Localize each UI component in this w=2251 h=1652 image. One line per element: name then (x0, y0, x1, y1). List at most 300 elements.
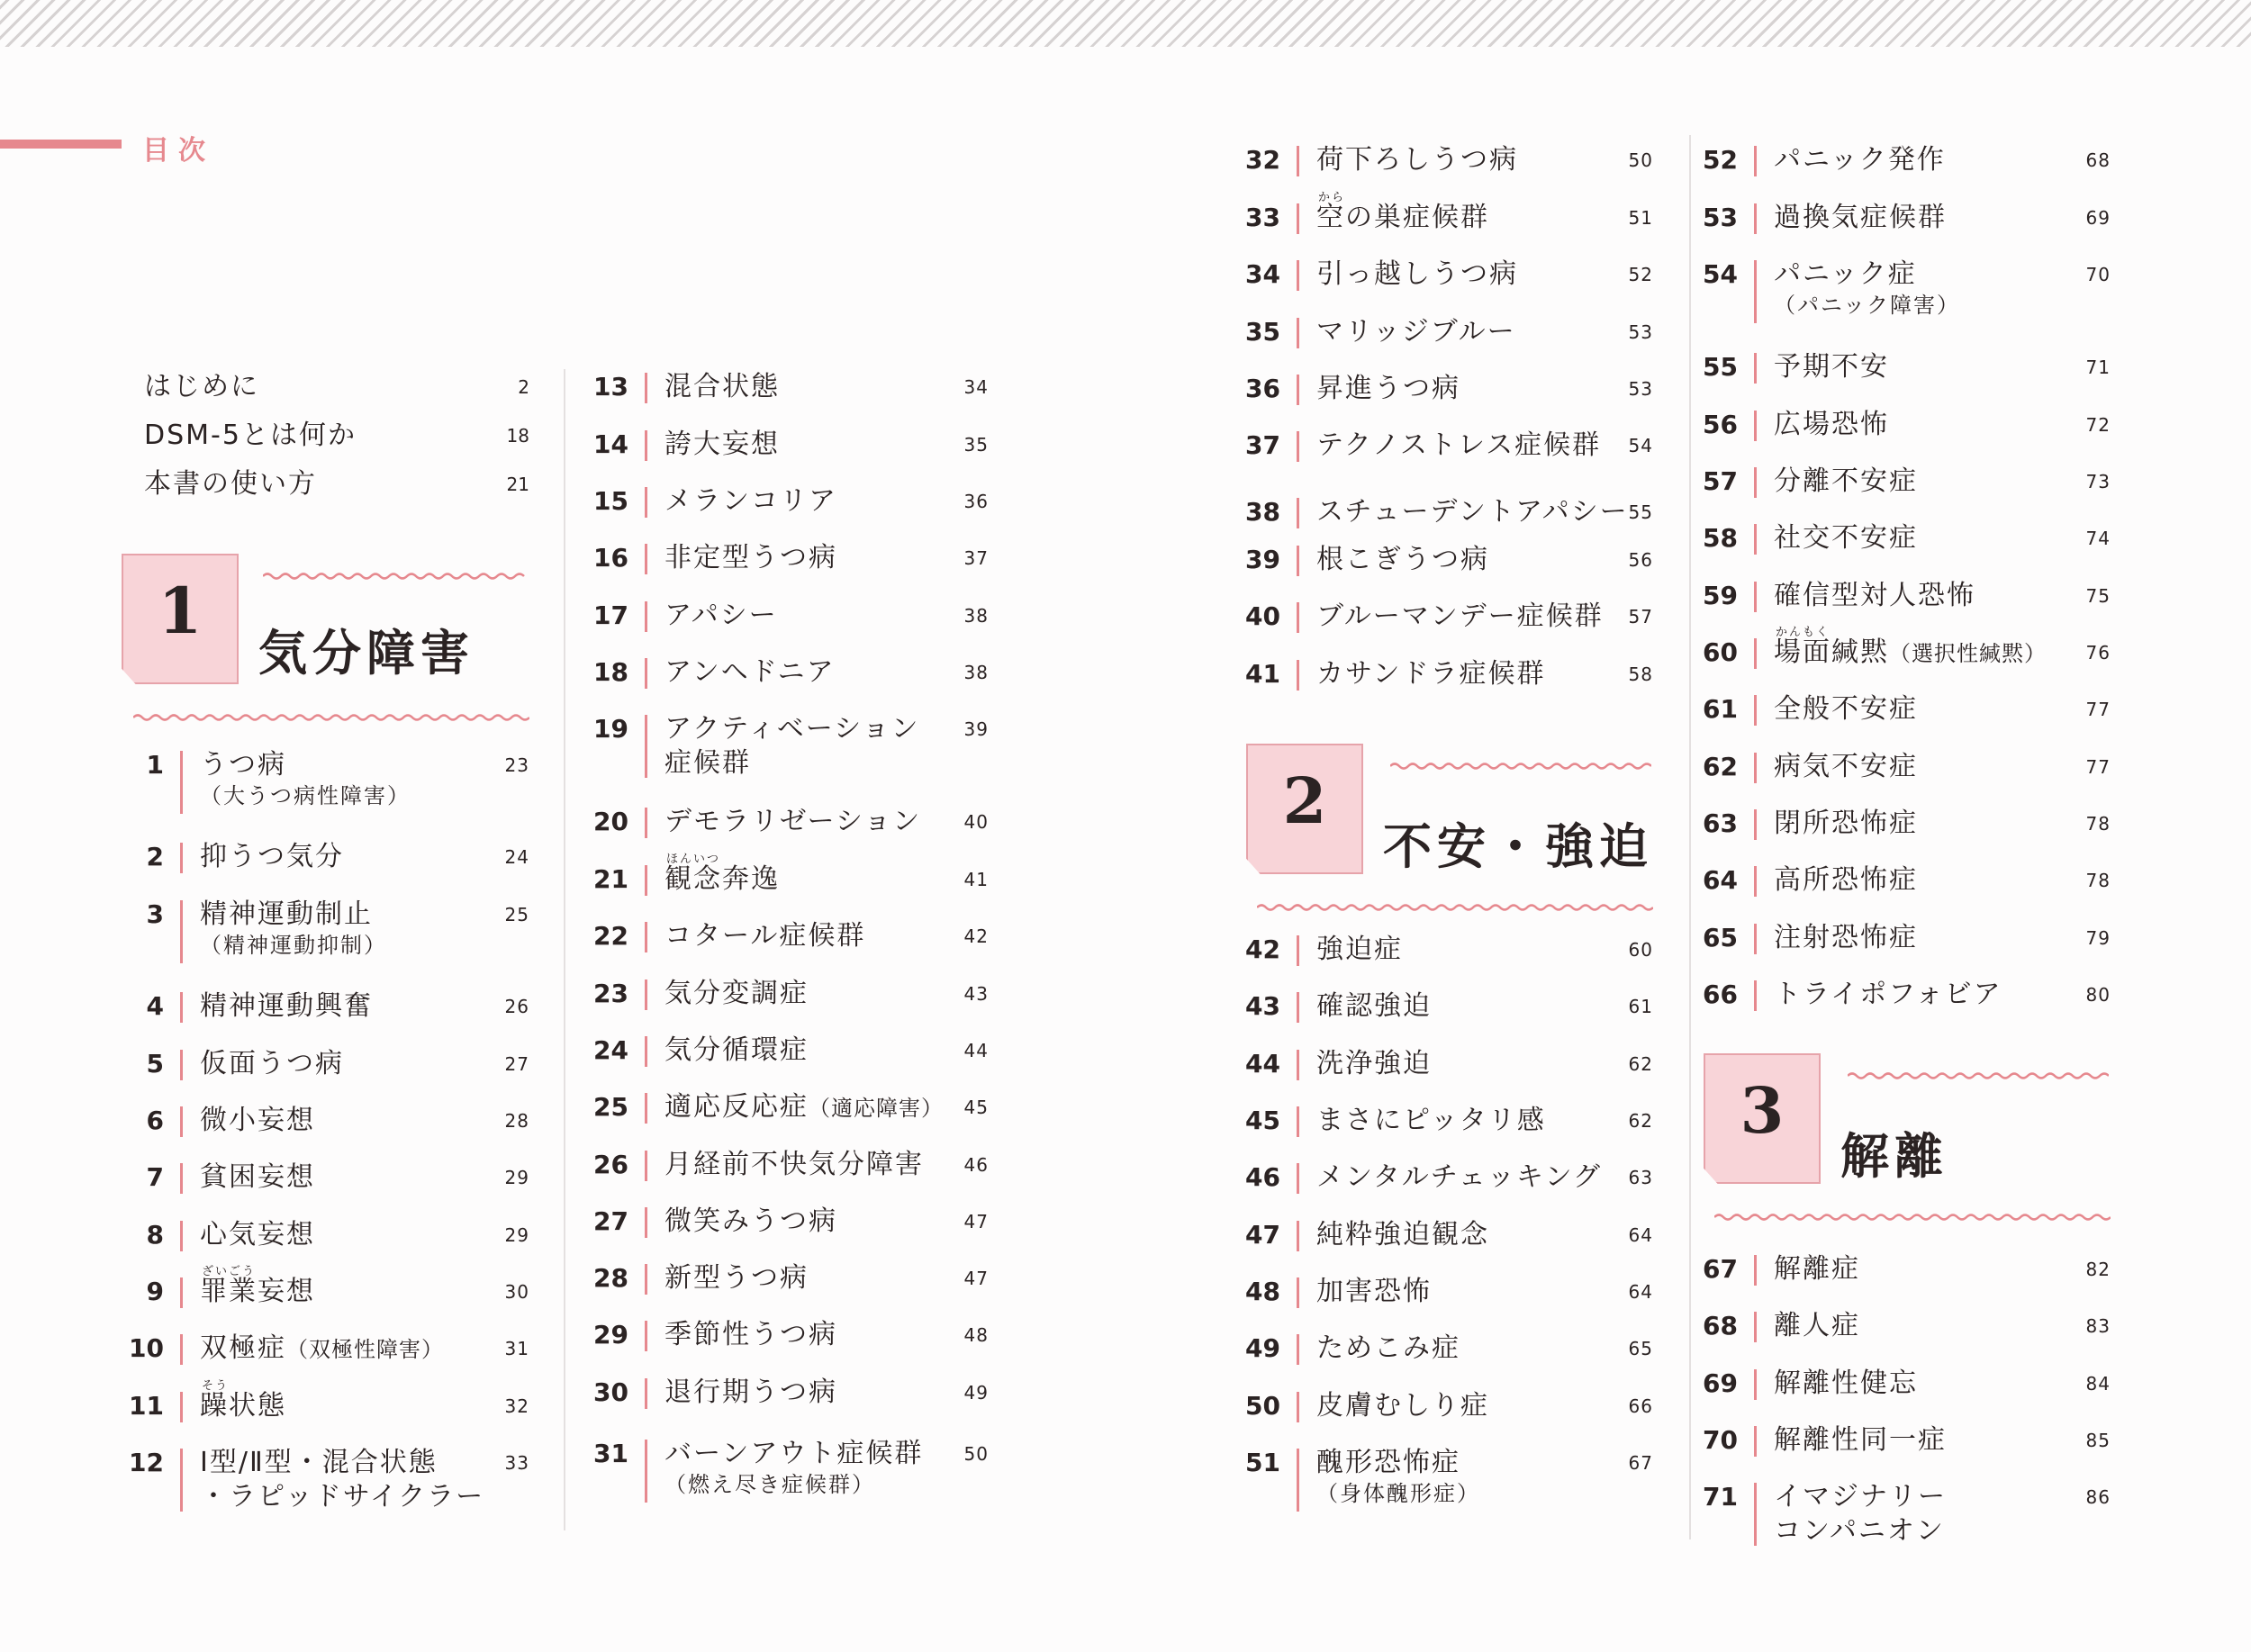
toc-entry[interactable] (110, 747, 529, 808)
toc-entry[interactable] (1684, 407, 2111, 443)
toc-entry-bar (1297, 1449, 1299, 1512)
toc-entry-title (200, 1046, 344, 1082)
toc-entry-bar (645, 922, 647, 952)
toc-intro-item[interactable] (144, 418, 529, 454)
toc-page-number: 53 (1628, 378, 1653, 400)
toc-entry-title-text: 精神運動制止 (200, 898, 373, 930)
toc-entry[interactable] (1684, 464, 2111, 500)
toc-entry[interactable] (1684, 1479, 2111, 1547)
toc-entry[interactable] (574, 1260, 989, 1296)
toc-entry-title (664, 1436, 923, 1472)
toc-entry[interactable] (574, 918, 989, 954)
toc-entry-bar (645, 1093, 647, 1124)
chapter-name: 不安・強迫 (1383, 818, 1653, 875)
toc-entry-title (1774, 920, 1918, 956)
toc-entry[interactable] (1684, 749, 2111, 785)
toc-entry-title (664, 483, 837, 519)
toc-entry-number: 14 (593, 429, 628, 459)
toc-entry-bar (1297, 1050, 1299, 1080)
toc-entry[interactable] (1684, 1366, 2111, 1402)
toc-entry-title-text: 全般不安症 (1774, 693, 1918, 725)
toc-entry-title (664, 427, 780, 463)
toc-entry[interactable] (110, 1265, 529, 1310)
toc-page-number: 61 (1628, 996, 1653, 1017)
toc-page-number: 70 (2085, 264, 2111, 285)
toc-entry[interactable] (1684, 691, 2111, 727)
toc-entry[interactable] (574, 540, 989, 576)
toc-entry-number: 22 (593, 921, 628, 951)
toc-page-number: 27 (504, 1053, 529, 1075)
wave-divider (1848, 1070, 2109, 1082)
toc-page-number: 58 (1628, 664, 1653, 685)
toc-entry-paren: （双極性障害） (286, 1337, 444, 1362)
toc-entry[interactable] (110, 1160, 529, 1196)
toc-entry-number: 42 (1245, 934, 1280, 964)
toc-entry-title-text: 精神運動興奮 (200, 990, 373, 1022)
toc-entry-title-text: 解離性同一症 (1774, 1424, 1947, 1456)
toc-entry[interactable] (1226, 314, 1653, 350)
toc-entry-bar (1297, 203, 1299, 234)
toc-entry-bar (1754, 467, 1757, 498)
toc-entry-title (1316, 542, 1489, 578)
toc-entry[interactable] (574, 1204, 989, 1240)
toc-entry-bar (180, 1163, 183, 1194)
toc-entry-bar (1754, 753, 1757, 783)
toc-entry-number: 38 (1245, 497, 1280, 527)
toc-page-number: 24 (504, 846, 529, 868)
toc-entry-title (664, 1147, 924, 1183)
toc-entry[interactable] (574, 1033, 989, 1069)
toc-entry[interactable] (110, 897, 529, 958)
toc-intro-item[interactable] (144, 369, 529, 405)
toc-entry-number: 64 (1703, 865, 1738, 895)
toc-entry-title (664, 1317, 837, 1353)
toc-entry[interactable] (1226, 142, 1653, 178)
toc-entry[interactable] (1226, 1274, 1653, 1310)
toc-entry-title (1774, 578, 1975, 614)
toc-page-number: 63 (1628, 1167, 1653, 1188)
toc-page-number: 31 (504, 1338, 529, 1359)
toc-entry[interactable] (110, 839, 529, 875)
toc-entry-title-text: 新型うつ病 (664, 1262, 809, 1294)
toc-page-number: 53 (1628, 321, 1653, 343)
toc-entry-number: 59 (1703, 581, 1738, 610)
toc-entry-title-text: スチューデントアパシー (1316, 496, 1629, 528)
toc-entry-bar (1754, 866, 1757, 897)
toc-page-number: 86 (2085, 1486, 2111, 1508)
toc-entry-number: 69 (1703, 1368, 1738, 1398)
toc-page-number: 29 (504, 1224, 529, 1246)
toc-entry-number: 41 (1245, 659, 1280, 689)
toc-entry-title-text: 観念奔逸 (664, 863, 780, 895)
toc-entry-title (1316, 371, 1460, 407)
toc-entry-title-line2: ・ラピッドサイクラー (200, 1481, 485, 1512)
toc-entry-ruby: そう (202, 1379, 230, 1393)
toc-entry[interactable] (1684, 1251, 2111, 1287)
toc-entry-number: 71 (1703, 1482, 1738, 1512)
toc-page-number: 56 (1628, 549, 1653, 571)
toc-entry[interactable] (1684, 257, 2111, 318)
toc-entry-subtitle: （精神運動抑制） (200, 933, 387, 958)
toc-entry-number: 36 (1245, 374, 1280, 403)
toc-entry-bar (1297, 146, 1299, 176)
toc-page-number: 26 (504, 996, 529, 1017)
toc-entry-title-text: 分離不安症 (1774, 465, 1918, 497)
toc-entry-number: 8 (146, 1220, 164, 1250)
toc-entry-title (1316, 1160, 1602, 1196)
toc-entry[interactable] (1226, 191, 1653, 236)
toc-entry-title-text: 気分変調症 (664, 978, 809, 1009)
toc-entry-title (1774, 407, 1889, 443)
toc-entry-title (200, 897, 373, 933)
toc-page-number: 18 (506, 425, 529, 447)
toc-entry-bar (180, 1392, 183, 1422)
toc-entry[interactable] (1684, 142, 2111, 178)
toc-entry-title-text: まさにピッタリ感 (1316, 1105, 1546, 1136)
toc-entry[interactable] (574, 853, 989, 898)
toc-page-number: 65 (1628, 1338, 1653, 1359)
toc-entry-number: 23 (593, 979, 628, 1008)
toc-entry-title (1774, 806, 1918, 842)
toc-entry[interactable] (1226, 932, 1653, 968)
toc-entry-title (664, 1089, 944, 1126)
toc-entry[interactable] (1226, 371, 1653, 407)
toc-entry-paren: （選択性緘黙） (1889, 641, 2047, 666)
toc-entry-number: 34 (1245, 259, 1280, 289)
toc-entry-title (200, 1217, 315, 1253)
toc-entry-number: 19 (593, 714, 628, 744)
toc-entry-number: 67 (1703, 1254, 1738, 1284)
toc-entry-title-text: 誇大妄想 (664, 429, 780, 460)
toc-entry[interactable] (574, 483, 989, 519)
toc-entry-number: 2 (146, 842, 164, 871)
toc-entry[interactable] (1684, 520, 2111, 556)
toc-entry-number: 60 (1703, 637, 1738, 667)
toc-entry-bar (645, 1151, 647, 1181)
toc-entry-bar (645, 487, 647, 518)
toc-entry-title-text: パニック発作 (1774, 144, 1946, 176)
chapter-number: 2 (1282, 763, 1327, 838)
toc-entry-title (1316, 1388, 1489, 1424)
toc-entry[interactable] (574, 1089, 989, 1125)
toc-entry-number: 52 (1703, 145, 1738, 175)
toc-entry[interactable] (574, 369, 989, 405)
toc-entry-number: 35 (1245, 317, 1280, 347)
toc-entry-number: 16 (593, 543, 628, 573)
toc-entry-title-text: カサンドラ症候群 (1316, 658, 1546, 690)
toc-entry-number: 63 (1703, 808, 1738, 838)
toc-entry[interactable] (1226, 1046, 1653, 1082)
toc-entry[interactable] (110, 1217, 529, 1253)
toc-entry-number: 17 (593, 600, 628, 630)
toc-entry[interactable] (1226, 542, 1653, 578)
toc-entry-number: 5 (146, 1049, 164, 1079)
toc-entry[interactable] (110, 1445, 529, 1512)
toc-intro-item[interactable] (144, 466, 529, 502)
toc-entry-title (1774, 520, 1918, 556)
toc-entry-title-text: 根こぎうつ病 (1316, 544, 1489, 575)
toc-entry[interactable] (1226, 1445, 1653, 1506)
toc-entry[interactable] (1684, 626, 2111, 671)
toc-page-number: 68 (2085, 149, 2111, 171)
toc-entry-title-text: 過換気症候群 (1774, 202, 1947, 233)
toc-entry-ruby: ほんいつ (666, 853, 721, 866)
toc-page-number: 36 (963, 491, 989, 512)
toc-page-number: 60 (1628, 939, 1653, 961)
toc-entry-bar (1754, 638, 1757, 669)
toc-entry[interactable] (1684, 578, 2111, 614)
toc-entry[interactable] (110, 1379, 529, 1424)
toc-entry[interactable] (1226, 1388, 1653, 1424)
toc-entry-title (664, 1033, 809, 1069)
toc-entry-number: 18 (593, 657, 628, 687)
toc-entry[interactable] (1684, 862, 2111, 898)
chapter-number: 3 (1740, 1073, 1785, 1148)
toc-entry-title (1774, 1366, 1918, 1402)
toc-entry-bar (180, 1277, 183, 1308)
toc-entry-title-text: 仮面うつ病 (200, 1048, 344, 1079)
toc-entry-bar (1297, 602, 1299, 633)
toc-page-number: 77 (2085, 699, 2111, 720)
toc-entry-title-text: メンタルチェッキング (1316, 1161, 1602, 1193)
toc-entry-number: 20 (593, 807, 628, 836)
toc-entry-title (1316, 1445, 1460, 1481)
toc-entry-title-text: 確認強迫 (1316, 990, 1432, 1022)
toc-entry-bar (180, 1221, 183, 1251)
toc-entry-title-text: 非定型うつ病 (664, 542, 837, 573)
toc-entry-bar (1297, 1392, 1299, 1422)
toc-page-number: 28 (504, 1110, 529, 1132)
toc-entry-number: 6 (146, 1106, 164, 1135)
toc-page-number: 84 (2085, 1373, 2111, 1395)
toc-entry-title (1774, 635, 2047, 672)
toc-entry-title (200, 1160, 315, 1196)
toc-entry-title (200, 1445, 438, 1481)
toc-entry-number: 15 (593, 486, 628, 516)
toc-entry[interactable] (1226, 1103, 1653, 1139)
toc-entry[interactable] (1684, 977, 2111, 1013)
toc-entry-title-text: 注射恐怖症 (1774, 922, 1918, 953)
toc-entry-bar (180, 992, 183, 1023)
toc-page-number: 54 (1628, 435, 1653, 456)
toc-entry[interactable] (110, 1331, 529, 1367)
toc-entry-bar (1754, 809, 1757, 840)
toc-entry-number: 48 (1245, 1277, 1280, 1306)
toc-entry-title-text: マリッジブルー (1316, 316, 1516, 348)
toc-entry-title-text: ためこみ症 (1316, 1332, 1460, 1364)
toc-entry-title-text: パニック症 (1774, 258, 1917, 290)
toc-entry-ruby: ざいごう (202, 1265, 257, 1278)
toc-entry[interactable] (1226, 1331, 1653, 1367)
toc-entry-bar (1297, 1221, 1299, 1251)
toc-entry-title-text: テクノストレス症候群 (1316, 429, 1602, 461)
toc-entry-number: 49 (1245, 1333, 1280, 1363)
toc-entry[interactable] (574, 1436, 989, 1497)
toc-entry[interactable] (574, 1147, 989, 1183)
toc-entry-title-text: アンヘドニア (664, 656, 836, 688)
toc-entry-ruby: から (1318, 191, 1346, 204)
toc-entry[interactable] (1684, 1308, 2111, 1344)
toc-entry[interactable] (110, 988, 529, 1025)
toc-entry-title (664, 862, 780, 898)
toc-entry-bar (1754, 582, 1757, 612)
toc-entry-number: 25 (593, 1092, 628, 1122)
toc-page-number: 35 (963, 434, 989, 456)
toc-entry-title-text: 双極症 (200, 1332, 286, 1364)
toc-entry-title (1774, 862, 1918, 898)
toc-entry-title-text: 退行期うつ病 (664, 1377, 837, 1408)
toc-entry-number: 45 (1245, 1106, 1280, 1135)
toc-entry-title-text: 微小妄想 (200, 1105, 315, 1136)
toc-entry-title (1316, 314, 1516, 350)
toc-entry-title (1316, 1103, 1546, 1139)
toc-page-number: 43 (963, 983, 989, 1005)
toc-entry-bar (1754, 924, 1757, 954)
toc-page-number: 62 (1628, 1110, 1653, 1132)
toc-entry-bar (180, 1449, 183, 1512)
toc-entry-title (1774, 464, 1918, 500)
toc-entry[interactable] (1226, 599, 1653, 635)
toc-entry-title-text: 心気妄想 (200, 1219, 315, 1250)
toc-page-number: 47 (963, 1268, 989, 1289)
toc-page-number: 47 (963, 1211, 989, 1232)
toc-entry[interactable] (1684, 806, 2111, 842)
toc-entry-number: 65 (1703, 923, 1738, 952)
toc-entry-title-text: 気分循環症 (664, 1034, 809, 1066)
toc-entry-bar (1297, 260, 1299, 291)
toc-entry-bar (1297, 546, 1299, 576)
toc-entry-number: 30 (593, 1377, 628, 1407)
toc-entry-number: 53 (1703, 203, 1738, 232)
toc-entry-title (1316, 656, 1546, 692)
toc-entry-number: 7 (146, 1162, 164, 1192)
toc-entry-title-text: 混合状態 (664, 371, 780, 402)
toc-entry-number: 11 (129, 1391, 164, 1421)
toc-entry-bar (1754, 1426, 1757, 1457)
toc-entry-number: 1 (146, 750, 164, 780)
toc-entry-title (664, 369, 780, 405)
toc-entry-title (1316, 494, 1629, 530)
toc-entry[interactable] (574, 1375, 989, 1411)
toc-entry-title-text: 場面緘黙 (1774, 636, 1889, 668)
toc-entry[interactable] (574, 976, 989, 1012)
toc-entry-number: 56 (1703, 410, 1738, 439)
toc-entry-bar (1754, 411, 1757, 441)
toc-entry[interactable] (1226, 988, 1653, 1025)
toc-entry-title (1774, 142, 1946, 178)
toc-entry[interactable] (574, 598, 989, 634)
toc-entry[interactable] (110, 1103, 529, 1139)
toc-entry-bar (180, 900, 183, 963)
toc-page-number: 74 (2085, 528, 2111, 549)
toc-page-number: 83 (2085, 1315, 2111, 1337)
toc-entry-bar (645, 1207, 647, 1238)
toc-page-number: 72 (2085, 414, 2111, 436)
toc-entry-title (1774, 1422, 1947, 1458)
toc-entry-title (664, 1375, 837, 1411)
toc-page-number: 71 (2085, 357, 2111, 378)
toc-page-number: 38 (963, 662, 989, 683)
toc-entry[interactable] (1226, 494, 1653, 530)
toc-entry-title (1316, 142, 1518, 178)
toc-entry[interactable] (1684, 200, 2111, 236)
toc-entry-number: 26 (593, 1150, 628, 1179)
toc-entry-title (1774, 1251, 1860, 1287)
toc-page-number: 2 (518, 376, 529, 398)
toc-entry[interactable] (1684, 920, 2111, 956)
toc-entry-subtitle: （パニック障害） (1774, 293, 1961, 318)
toc-entry-bar (180, 751, 183, 814)
toc-page-number: 62 (1628, 1053, 1653, 1075)
toc-entry-title-text: 社交不安症 (1774, 522, 1918, 554)
toc-entry-title-text: メランコリア (664, 485, 837, 517)
toc-entry-number: 33 (1245, 203, 1280, 232)
toc-entry-bar (1297, 318, 1299, 348)
toc-entry[interactable] (1684, 1422, 2111, 1458)
toc-page-number: 33 (504, 1452, 529, 1474)
toc-entry-title (1774, 977, 2002, 1013)
toc-intro-title: 本書の使い方 (144, 468, 317, 500)
toc-entry-bar (645, 430, 647, 461)
toc-entry-bar (645, 601, 647, 632)
toc-entry[interactable] (574, 804, 989, 840)
toc-entry-title-text: ブルーマンデー症候群 (1316, 600, 1604, 632)
toc-entry-title (1316, 1046, 1432, 1082)
toc-entry[interactable] (574, 654, 989, 691)
toc-page-number: 79 (2085, 927, 2111, 949)
toc-entry-number: 51 (1245, 1448, 1280, 1477)
toc-entry-title-text: 貧困妄想 (200, 1161, 315, 1193)
toc-entry-bar (645, 979, 647, 1010)
toc-page-number: 44 (963, 1040, 989, 1061)
toc-entry[interactable] (1684, 349, 2111, 385)
toc-entry-title-text: 洗浄強迫 (1316, 1048, 1432, 1079)
toc-entry-title-text: アパシー (664, 600, 778, 631)
toc-entry-ruby: かんもく (1776, 626, 1831, 639)
toc-entry-title (1774, 1479, 1947, 1515)
toc-page-number: 82 (2085, 1259, 2111, 1280)
toc-entry-bar (1754, 695, 1757, 726)
toc-entry-title-text: 微笑みうつ病 (664, 1205, 837, 1237)
toc-entry[interactable] (1226, 656, 1653, 692)
toc-page-number: 48 (963, 1324, 989, 1346)
toc-entry[interactable] (574, 1317, 989, 1353)
toc-entry[interactable] (1226, 428, 1653, 464)
toc-entry[interactable] (110, 1046, 529, 1082)
toc-entry[interactable] (1226, 1217, 1653, 1253)
toc-entry-title-text: 純粋強迫観念 (1316, 1219, 1489, 1250)
toc-entry-subtitle: （身体醜形症） (1316, 1481, 1480, 1506)
toc-entry-bar (180, 1106, 183, 1137)
toc-entry-number: 24 (593, 1035, 628, 1065)
toc-entry[interactable] (1226, 1160, 1653, 1196)
chapter-number: 1 (158, 573, 203, 648)
toc-entry-title-text: 閉所恐怖症 (1774, 808, 1918, 839)
toc-entry-number: 31 (593, 1439, 628, 1468)
toc-page-number: 67 (1628, 1452, 1653, 1474)
toc-entry[interactable] (574, 427, 989, 463)
toc-entry[interactable] (574, 711, 989, 779)
toc-entry[interactable] (1226, 257, 1653, 293)
toc-entry-title (1774, 200, 1947, 236)
toc-entry-bar (180, 1334, 183, 1365)
toc-entry-number: 57 (1703, 466, 1738, 496)
toc-page-number: 78 (2085, 870, 2111, 891)
toc-entry-title-text: 空の巣症候群 (1316, 202, 1489, 233)
toc-page-number: 64 (1628, 1281, 1653, 1303)
wave-divider (1257, 901, 1653, 914)
toc-entry-bar (645, 1321, 647, 1351)
